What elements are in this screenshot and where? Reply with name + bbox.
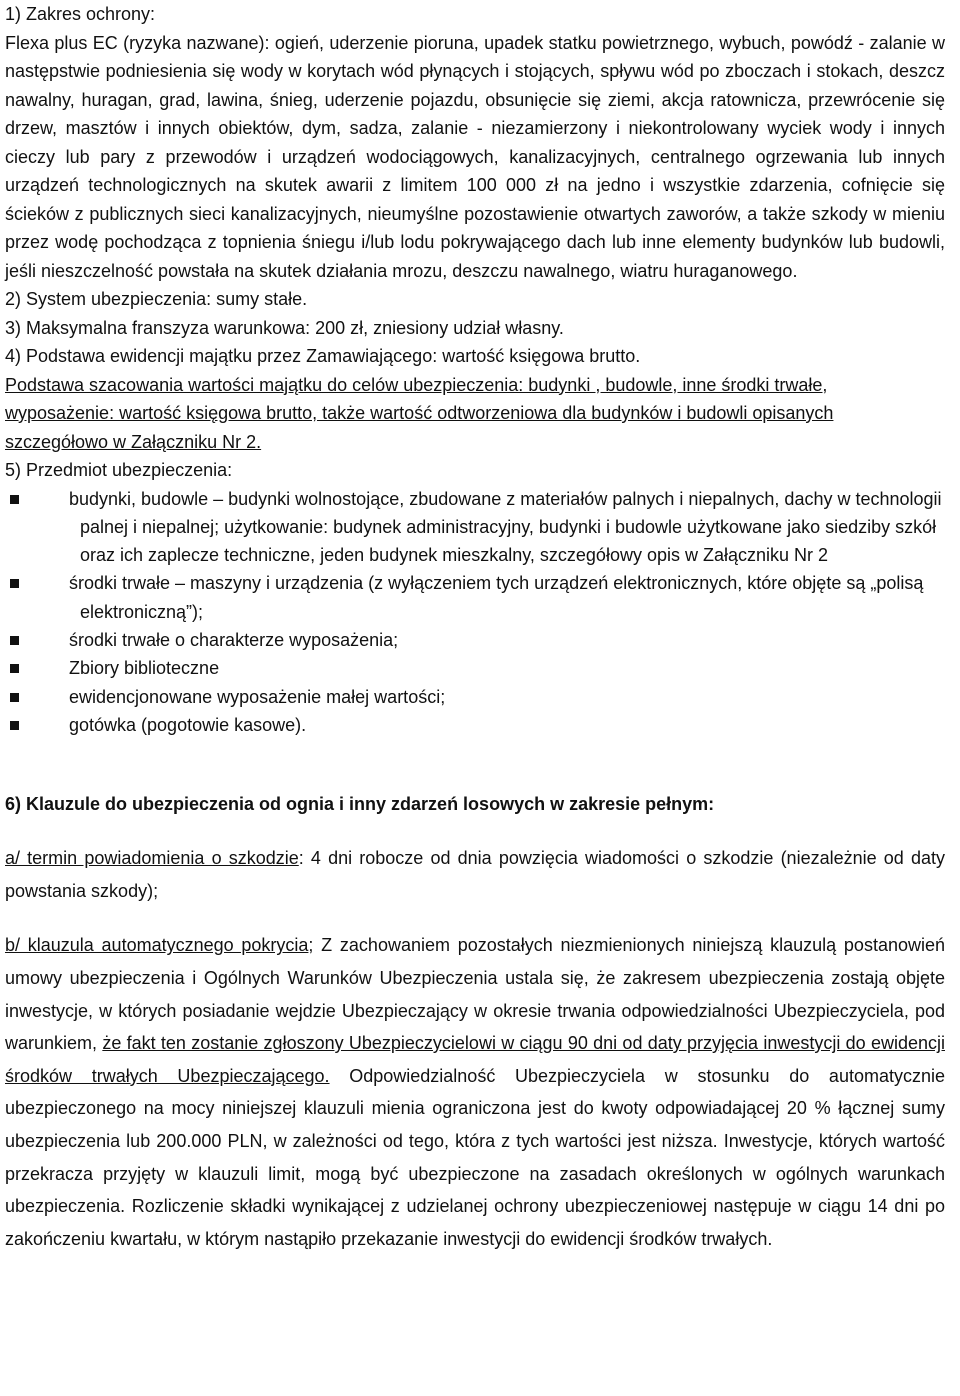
section-4-basis: 4) Podstawa ewidencji majątku przez Zamawiającego: wartość księgowa brutto. bbox=[5, 346, 641, 366]
insured-items-list bbox=[5, 485, 945, 740]
clause-a-title: a/ termin powiadomienia o szkodzie bbox=[5, 848, 299, 869]
clause-b-text-1: ; Z zachowaniem pozostałych niezmienionych niniejszą klauzulą postanowień umowy ubezpieczenia i Ogólnych Warunków Ubezpieczenia ustala się, że zakresem ubezpieczenia zostają objęte inwestycje, w których posiadanie wejdzie Ubezpieczający w okresie trwania odpowiedzialności Ubezpieczyciela, pod warunkiem, bbox=[5, 935, 945, 1054]
section-1 bbox=[5, 0, 945, 285]
list-item-text: środki trwałe – maszyny i urządzenia (z wyłączeniem tych urządzeń elektronicznych, które objęte są „polisą elektroniczną”); bbox=[69, 573, 924, 622]
square-bullet-icon bbox=[10, 664, 19, 673]
section-5-heading: 5) Przedmiot ubezpieczenia: bbox=[5, 460, 233, 480]
list-item bbox=[5, 485, 945, 570]
section-6 bbox=[5, 790, 945, 1255]
list-item bbox=[5, 683, 945, 711]
list-item-text: środki trwałe o charakterze wyposażenia; bbox=[69, 629, 399, 650]
list-item-text: budynki, budowle – budynki wolnostojące, zbudowane z materiałów palnych i niepalnych, dachy w technologii palnej i niepalnej; użytkowanie: budynek administracyjny, budynki i budowle użytkowane jako siedziby szkół oraz ich zaplecze techniczne, jeden budynek mieszkalny, szczegółowy opis w Załączniku Nr 2 bbox=[69, 488, 942, 566]
square-bullet-icon bbox=[10, 636, 19, 645]
section-6-heading bbox=[5, 790, 945, 818]
list-item bbox=[5, 626, 945, 654]
square-bullet-icon bbox=[10, 495, 19, 504]
clause-a bbox=[5, 842, 945, 907]
section-3-franchise: 3) Maksymalna franszyza warunkowa: 200 zł, zniesiony udział własny. bbox=[5, 317, 564, 338]
section-6-heading-text: 6) Klauzule do ubezpieczenia od ognia i inny zdarzeń losowych w zakresie pełnym: bbox=[5, 794, 715, 815]
list-item-text: ewidencjonowane wyposażenie małej wartości; bbox=[69, 686, 446, 707]
square-bullet-icon bbox=[10, 693, 19, 702]
clause-b-text-2: Odpowiedzialność Ubezpieczyciela w stosunku do automatycznie ubezpieczonego na mocy niniejszej klauzuli mienia ograniczona jest do kwoty odpowiadającej 20 % łącznej sumy ubezpieczenia lub 200.000 PLN, w zależności od tego, która z tych wartości jest niższa. Inwestycje, których wartość przekracza przyjęty w klauzuli limit, mogą być ubezpieczone na zasadach określonych w ogólnych warunkach ubezpieczenia. Rozliczenie składki wynikającej z udzielanej ochrony ubezpieczeniowej następuje w ciągu 14 dni po zakończeniu kwartału, w którym nastąpiło przekazanie inwestycji do ewidencji środków trwałych. bbox=[5, 1065, 945, 1249]
section-1-body: Flexa plus EC (ryzyka nazwane): ogień, uderzenie pioruna, upadek statku powietrznego, wybuch, powódź - zalanie w następstwie podniesienia się wody w korytach wód płynących i stojących, spływu wód po zboczach i stokach, deszcz nawalny, huragan, grad, lawina, śnieg, uderzenie pojazdu, obsunięcie się ziemi, akcja ratownicza, przewrócenie się drzew, masztów i innych obiektów, dym, sadza, zalanie - niezamierzony i niekontrolowany wyciek wody i innych cieczy lub pary z przewodów i urządzeń wodociągowych, kanalizacyjnych, centralnego ogrzewania lub innych urządzeń technologicznych na skutek awarii z limitem 100 000 zł na jedno i wszystkie zdarzenia, cofnięcie się ścieków z publicznych sieci kanalizacyjnych, nieumyślne pozostawienie otwartych zaworów, a także szkody w mieniu przez wodę pochodząca z topnienia śniegu i/lub lodu pokrywającego dach lub inne elementy budynków lub budowli, jeśli nieszczelność powstała na skutek działania mrozu, deszczu nawalnego, wiatru huraganowego. bbox=[5, 32, 945, 281]
section-5 bbox=[5, 456, 945, 739]
clause-b-underlined: że fakt ten zostanie zgłoszony Ubezpieczycielowi w ciągu 90 dni od daty przyjęcia inwestycji do ewidencji środków trwałych Ubezpieczającego. bbox=[5, 1033, 945, 1086]
list-item-text: Zbiory biblioteczne bbox=[69, 658, 220, 679]
list-item bbox=[5, 654, 945, 682]
list-item-text: gotówka (pogotowie kasowe). bbox=[69, 714, 307, 735]
square-bullet-icon bbox=[10, 721, 19, 730]
list-item bbox=[5, 711, 945, 739]
clause-a-text: : 4 dni robocze od dnia powzięcia wiadomości o szkodzie (niezależnie od daty powstania szkody); bbox=[5, 848, 945, 901]
section-2-system: 2) System ubezpieczenia: sumy stałe. bbox=[5, 289, 308, 309]
clause-b bbox=[5, 929, 945, 1255]
square-bullet-icon bbox=[10, 579, 19, 588]
section-4-valuation-basis: Podstawa szacowania wartości majątku do celów ubezpieczenia: budynki , budowle, inne środki trwałe, wyposażenie: wartość księgowa brutto, także wartość odtworzeniowa dla budynków i budowli opisanych szczegółowo w Załączniku Nr 2. bbox=[5, 374, 834, 452]
section-1-heading: 1) Zakres ochrony: bbox=[5, 4, 156, 24]
sections-2-4 bbox=[5, 285, 945, 456]
clause-b-title: b/ klauzula automatycznego pokrycia bbox=[5, 935, 309, 956]
list-item bbox=[5, 569, 945, 626]
